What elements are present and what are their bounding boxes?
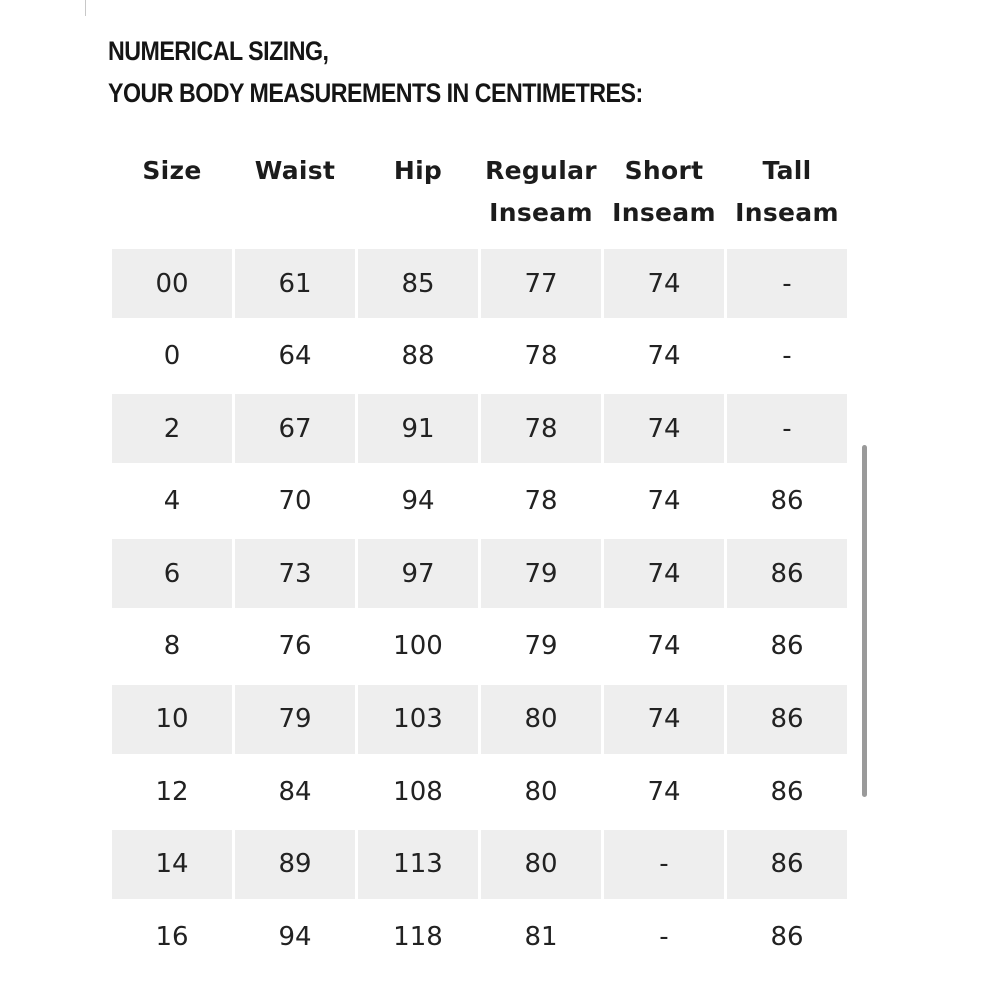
tall-inseam-cell: - <box>782 341 792 372</box>
regular-inseam-cell: 78 <box>524 486 558 517</box>
tall-inseam-cell: 86 <box>727 685 847 754</box>
table-row <box>112 612 847 681</box>
waist-cell: 64 <box>278 341 312 372</box>
hip-cell: 108 <box>393 776 443 807</box>
size-cell: 14 <box>112 830 232 899</box>
hip-cell: 100 <box>393 631 443 662</box>
short-inseam-cell: - <box>659 921 669 952</box>
tall-inseam-cell: - <box>727 249 847 318</box>
column-header-line: Short <box>624 156 704 185</box>
waist-cell: 73 <box>235 539 355 608</box>
regular-inseam-cell: 80 <box>524 776 558 807</box>
table-header <box>112 150 847 234</box>
waist-cell: 76 <box>278 631 312 662</box>
hip-cell: 94 <box>401 486 435 517</box>
table-row <box>112 539 847 608</box>
column-header-line: Tall <box>762 156 812 185</box>
column-header-line: Hip <box>393 156 443 185</box>
short-inseam-cell: 74 <box>647 776 681 807</box>
regular-inseam-cell: 78 <box>524 341 558 372</box>
title-line-1: NUMERICAL SIZING, <box>108 36 329 66</box>
short-inseam-cell: - <box>604 830 724 899</box>
divider <box>85 0 86 16</box>
short-inseam-cell: 74 <box>604 249 724 318</box>
table-row <box>112 467 847 536</box>
waist-cell: 70 <box>278 486 312 517</box>
hip-cell: 85 <box>358 249 478 318</box>
tall-inseam-cell: 86 <box>770 921 804 952</box>
tall-inseam-cell: - <box>727 394 847 463</box>
page-title <box>108 30 643 114</box>
tall-inseam-cell: 86 <box>727 830 847 899</box>
regular-inseam-cell: 79 <box>524 631 558 662</box>
size-cell: 16 <box>155 921 189 952</box>
waist-cell: 89 <box>235 830 355 899</box>
waist-cell: 84 <box>278 776 312 807</box>
size-cell: 6 <box>112 539 232 608</box>
table-row <box>112 249 847 318</box>
column-header-line: Regular <box>485 156 597 185</box>
short-inseam-cell: 74 <box>604 685 724 754</box>
regular-inseam-cell: 77 <box>481 249 601 318</box>
waist-cell: 61 <box>235 249 355 318</box>
tall-inseam-cell: 86 <box>770 486 804 517</box>
regular-inseam-cell: 79 <box>481 539 601 608</box>
column-header-waist <box>235 150 355 234</box>
column-header-line: Inseam <box>612 198 716 227</box>
table-row <box>112 685 847 754</box>
waist-cell: 94 <box>278 921 312 952</box>
size-cell: 00 <box>112 249 232 318</box>
size-cell: 0 <box>163 341 181 372</box>
short-inseam-cell: 74 <box>647 486 681 517</box>
size-cell: 8 <box>163 631 181 662</box>
table-row <box>112 830 847 899</box>
short-inseam-cell: 74 <box>604 539 724 608</box>
hip-cell: 97 <box>358 539 478 608</box>
column-header-line: Inseam <box>735 198 839 227</box>
column-header-hip <box>358 150 478 234</box>
tall-inseam-cell: 86 <box>770 776 804 807</box>
hip-cell: 103 <box>358 685 478 754</box>
tall-inseam-cell: 86 <box>727 539 847 608</box>
table-row <box>112 757 847 826</box>
waist-cell: 67 <box>235 394 355 463</box>
short-inseam-cell: 74 <box>647 341 681 372</box>
short-inseam-cell: 74 <box>647 631 681 662</box>
size-cell: 4 <box>163 486 181 517</box>
column-header-line: Size <box>142 156 202 185</box>
size-cell: 2 <box>112 394 232 463</box>
regular-inseam-cell: 81 <box>524 921 558 952</box>
hip-cell: 88 <box>401 341 435 372</box>
column-header-tall-inseam <box>727 150 847 234</box>
size-cell: 12 <box>155 776 189 807</box>
column-header-line: Inseam <box>489 198 593 227</box>
column-header-line: Waist <box>254 156 336 185</box>
tall-inseam-cell: 86 <box>770 631 804 662</box>
hip-cell: 118 <box>393 921 443 952</box>
table-row <box>112 322 847 391</box>
hip-cell: 91 <box>358 394 478 463</box>
scrollbar[interactable] <box>862 445 867 797</box>
table-row <box>112 902 847 971</box>
waist-cell: 79 <box>235 685 355 754</box>
title-line-2: YOUR BODY MEASUREMENTS IN CENTIMETRES: <box>108 78 643 108</box>
size-cell: 10 <box>112 685 232 754</box>
regular-inseam-cell: 78 <box>481 394 601 463</box>
short-inseam-cell: 74 <box>604 394 724 463</box>
size-table <box>112 249 847 975</box>
regular-inseam-cell: 80 <box>481 685 601 754</box>
column-header-regular-inseam <box>481 150 601 234</box>
regular-inseam-cell: 80 <box>481 830 601 899</box>
column-header-short-inseam <box>604 150 724 234</box>
hip-cell: 113 <box>358 830 478 899</box>
column-header-size <box>112 150 232 234</box>
table-row <box>112 394 847 463</box>
